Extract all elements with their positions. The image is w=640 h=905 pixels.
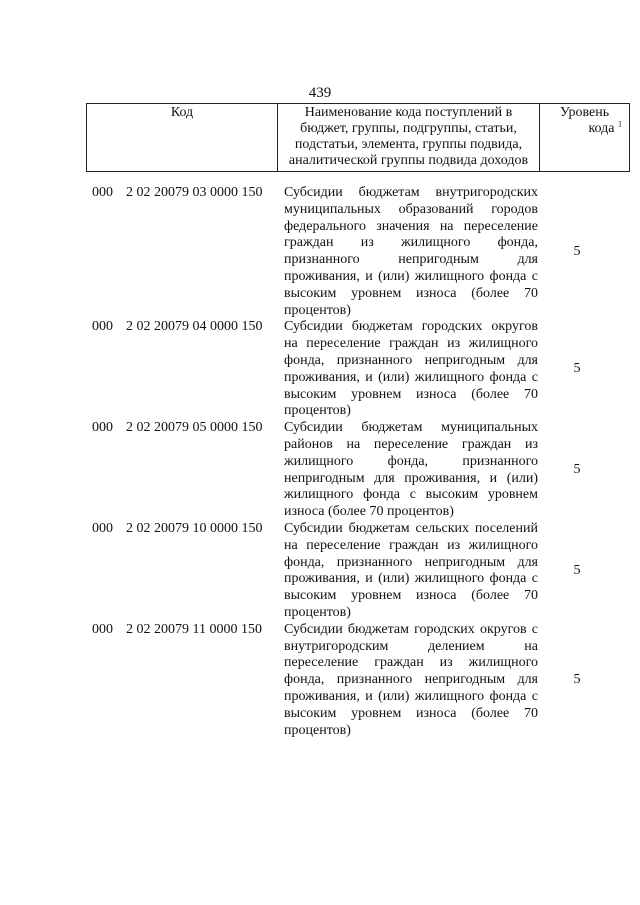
header-row <box>87 104 630 172</box>
revenue-code: 2 02 20079 03 0000 150 <box>126 185 263 200</box>
revenue-code: 2 02 20079 04 0000 150 <box>126 319 263 335</box>
header-level-line1: Уровень <box>559 105 610 120</box>
header-code: Код <box>87 104 278 172</box>
code-level: 5 <box>573 361 581 377</box>
header-level <box>540 104 630 172</box>
header-level-line2-wrap <box>543 121 626 137</box>
admin-code: 000 <box>92 420 113 436</box>
admin-code: 000 <box>92 621 113 637</box>
revenue-code: 2 02 20079 11 0000 150 <box>126 621 262 637</box>
revenue-code: 2 02 20079 10 0000 150 <box>126 520 263 536</box>
admin-code: 000 <box>92 520 113 536</box>
footnote-marker: 1 <box>618 119 622 129</box>
table-row <box>86 420 608 521</box>
page-number: 439 <box>308 85 332 101</box>
table-row <box>86 319 608 420</box>
header-level-line2: кода <box>588 121 615 136</box>
table-header <box>86 103 630 172</box>
code-level: 5 <box>573 672 581 688</box>
code-level: 5 <box>573 562 581 578</box>
code-level: 5 <box>573 462 581 478</box>
header-name: Наименование кода поступлений в бюджет, группы, подгруппы, статьи, подстатьи, элемента, группы подвида, аналитической группы подвида доходов <box>278 104 540 172</box>
revenue-name: Субсидии бюджетам городских округов с внутригородским делением на переселение граждан из жилищного фонда, признанного непригодным для проживания, и (или) жилищного фонда с высоким уровнем износа (более 70 процентов) <box>284 621 538 738</box>
revenue-name: Субсидии бюджетам сельских поселений на переселение граждан из жилищного фонда, признанного непригодным для проживания, и (или) жилищного фонда с высоким уровнем износа (более 70 процентов) <box>284 520 538 620</box>
table-row <box>86 185 608 319</box>
code-level: 5 <box>573 243 581 259</box>
table-row <box>86 622 608 740</box>
revenue-name: Субсидии бюджетам внутригородских муниципальных образований городов федерального значения на переселение граждан из жилищного фонда, признанного непригодным для проживания, и (или) жилищного фонда с высоким уровнем износа (более 70 процентов) <box>284 185 538 318</box>
admin-code: 000 <box>92 185 113 200</box>
admin-code: 000 <box>92 319 113 335</box>
revenue-name: Субсидии бюджетам городских округов на переселение граждан из жилищного фонда, признанного непригодным для проживания, и (или) жилищного фонда с высоким уровнем износа (более 70 процентов) <box>284 319 538 419</box>
table-body <box>86 185 608 739</box>
revenue-code: 2 02 20079 05 0000 150 <box>126 420 263 436</box>
revenue-name: Субсидии бюджетам муниципальных районов на переселение граждан из жилищного фонда, признанного непригодным для проживания, и (или) жилищного фонда с высоким уровнем износа (более 70 процентов) <box>284 420 538 520</box>
table-row <box>86 521 608 622</box>
